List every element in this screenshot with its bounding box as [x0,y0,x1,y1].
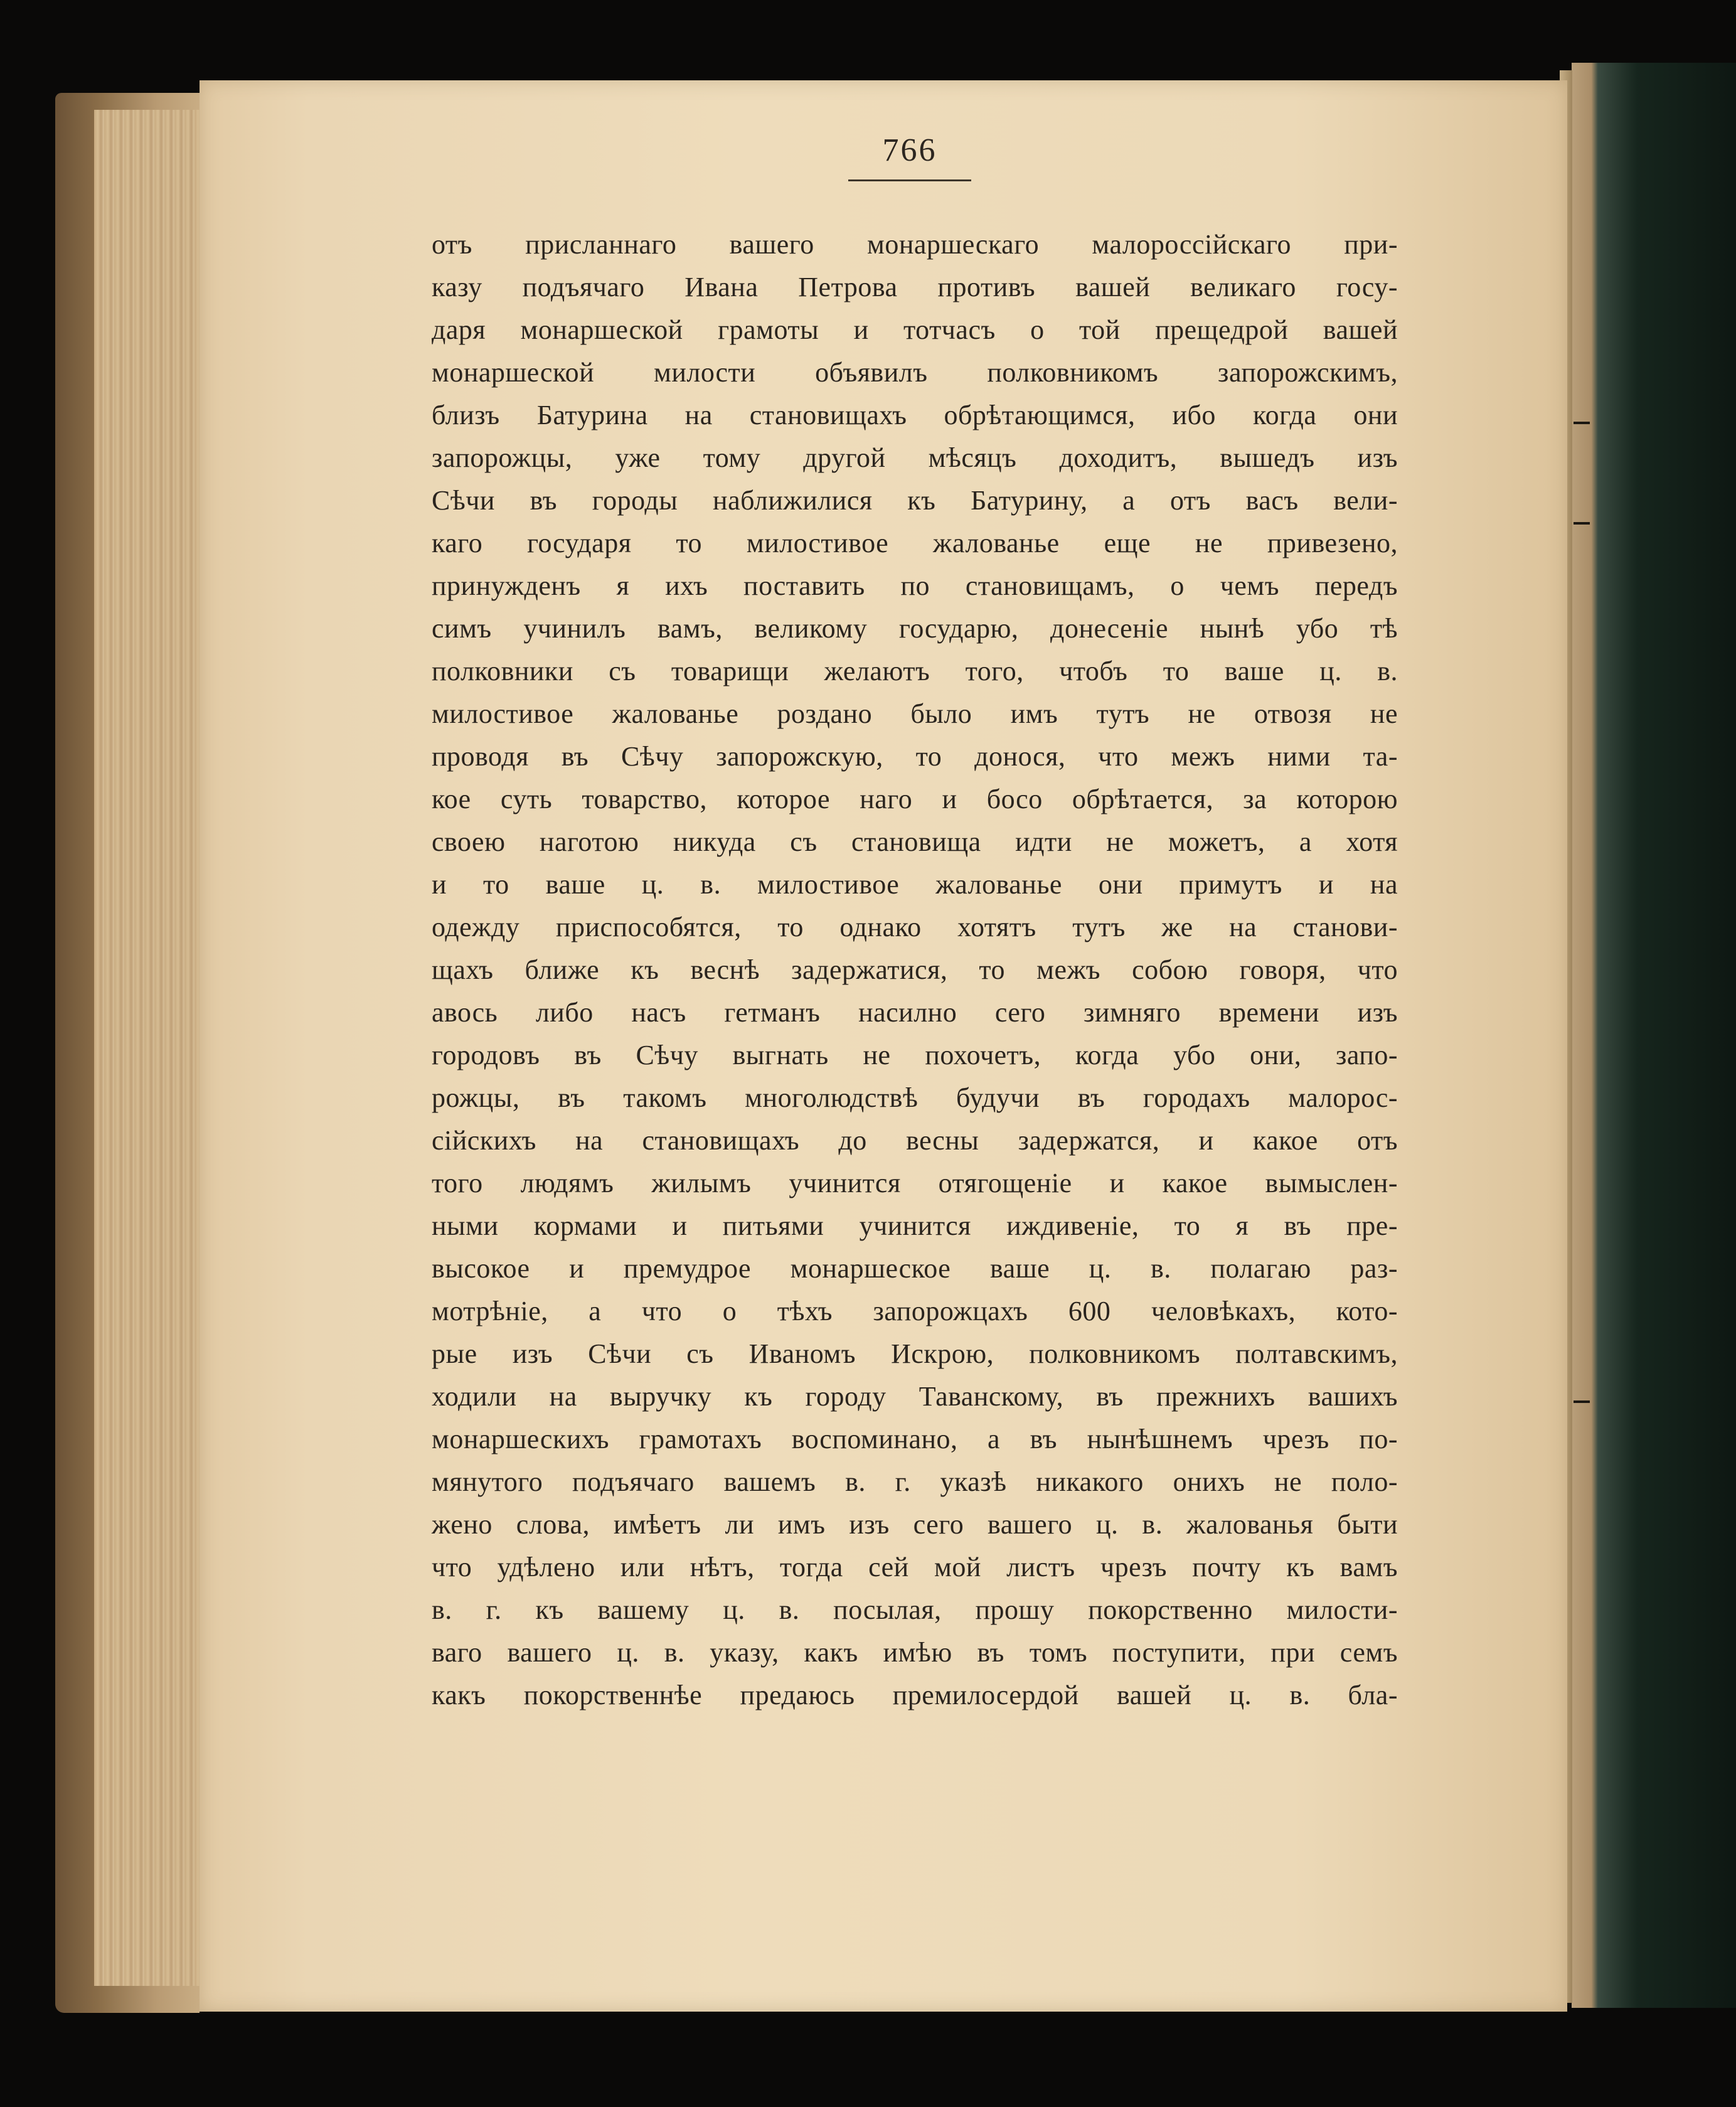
text-line: отъ присланнаго вашего монаршескаго малороссійскаго при- [432,229,1398,260]
text-line: одежду приспособятся, то однако хотятъ тутъ же на станови- [432,912,1398,942]
text-line: милостивое жалованье роздано было имъ тутъ не отвозя не [432,698,1398,729]
text-line: жено слова, имѣетъ ли имъ изъ сего вашего ц. в. жалованья быти [432,1509,1398,1540]
text-line: сійскихъ на становищахъ до весны задержатся, и какое отъ [432,1125,1398,1156]
text-line: запорожцы, уже тому другой мѣсяцъ доходитъ, вышедъ изъ [432,442,1398,473]
text-line: что удѣлено или нѣтъ, тогда сей мой листъ чрезъ почту къ вамъ [432,1552,1398,1582]
text-line: казу подъячаго Ивана Петрова противъ вашей великаго госу- [432,272,1398,302]
text-line: в. г. къ вашему ц. в. посылая, прошу покорственно милости- [432,1594,1398,1625]
text-line: проводя въ Сѣчу запорожскую, то донося, что межъ ними та- [432,741,1398,772]
text-line: симъ учинилъ вамъ, великому государю, донесеніе нынѣ убо тѣ [432,613,1398,644]
text-line: ными кормами и питьями учинится иждивеніе, то я въ пре- [432,1210,1398,1241]
page-number: 766 [882,132,937,168]
text-line: того людямъ жилымъ учинится отягощеніе и какое вымыслен- [432,1168,1398,1198]
body-text [432,223,1398,1717]
text-line: ходили на выручку къ городу Таванскому, въ прежнихъ вашихъ [432,1381,1398,1412]
text-line: мотрѣніе, а что о тѣхъ запорожцахъ 600 человѣкахъ, кото- [432,1296,1398,1326]
text-line: Сѣчи въ городы наближилися къ Батурину, а отъ васъ вели- [432,485,1398,516]
text-line: рые изъ Сѣчи съ Иваномъ Искрою, полковникомъ полтавскимъ, [432,1338,1398,1369]
text-line: ваго вашего ц. в. указу, какъ имѣю въ томъ поступити, при семъ [432,1637,1398,1668]
text-line: монаршеской милости объявилъ полковникомъ запорожскимъ, [432,357,1398,388]
text-line: мянутого подъячаго вашемъ в. г. указѣ никакого онихъ не поло- [432,1466,1398,1497]
text-line: какъ покорственнѣе предаюсь премилосердой вашей ц. в. бла- [432,1680,1398,1710]
text-line: даря монаршеской грамоты и тотчасъ о той прещедрой вашей [432,314,1398,345]
book-cover [1572,63,1736,2008]
text-line: принужденъ я ихъ поставить по становищамъ, о чемъ передъ [432,570,1398,601]
text-line: высокое и премудрое монаршеское ваше ц. в. полагаю раз- [432,1253,1398,1284]
page-tab-mark [1574,422,1590,424]
text-line: щахъ ближе къ веснѣ задержатися, то межъ собою говоря, что [432,954,1398,985]
page-tab-mark [1574,1400,1590,1403]
text-line: авось либо насъ гетманъ насилно сего зимняго времени изъ [432,997,1398,1028]
text-line: полковники съ товарищи желаютъ того, чтобъ то ваше ц. в. [432,656,1398,686]
page-tab-mark [1574,522,1590,525]
page-number-rule [848,179,971,181]
text-line: каго государя то милостивое жалованье еще не привезено, [432,528,1398,558]
text-line: и то ваше ц. в. милостивое жалованье они примутъ и на [432,869,1398,900]
text-line: городовъ въ Сѣчу выгнать не похочетъ, когда убо они, запо- [432,1040,1398,1070]
text-line: кое суть товарство, которое наго и босо обрѣтается, за которою [432,784,1398,814]
text-line: рожцы, въ такомъ многолюдствѣ будучи въ городахъ малорос- [432,1082,1398,1113]
text-line: монаршескихъ грамотахъ воспоминано, а въ нынѣшнемъ чрезъ по- [432,1424,1398,1454]
text-line: своею наготою никуда съ становища идти не можетъ, а хотя [432,826,1398,857]
page-edges [94,110,213,1986]
text-line: близъ Батурина на становищахъ обрѣтающимся, ибо когда они [432,400,1398,430]
